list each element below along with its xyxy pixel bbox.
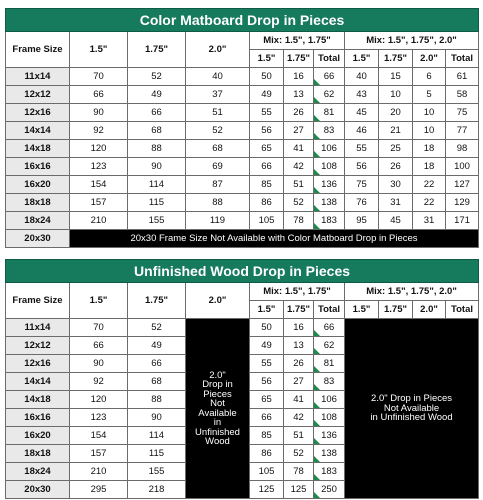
mix2-sub-1-5: 1.5" — [345, 301, 379, 319]
note-line: Drop in — [202, 379, 233, 390]
col-2-0-unavailable-note — [186, 319, 250, 499]
value-2-0: 68 — [186, 140, 250, 158]
mix2-2-0: 5 — [413, 86, 446, 104]
table-row — [6, 319, 479, 337]
mix2-1-5: 56 — [345, 158, 379, 176]
value-1-75: 52 — [128, 319, 186, 337]
mix2-1-5: 40 — [345, 68, 379, 86]
mix1-1-75: 27 — [284, 373, 314, 391]
mix1-1-5: 105 — [250, 463, 284, 481]
value-1-5: 120 — [70, 391, 128, 409]
col-header-1-5: 1.5" — [70, 283, 128, 319]
col-header-2-0: 2.0" — [186, 32, 250, 68]
mix1-1-5: 86 — [250, 445, 284, 463]
value-1-75: 88 — [128, 140, 186, 158]
value-1-5: 154 — [70, 427, 128, 445]
frame-size-cell: 18x24 — [6, 463, 70, 481]
mix2-1-5: 76 — [345, 194, 379, 212]
mix1-1-75: 52 — [284, 445, 314, 463]
value-1-5: 90 — [70, 104, 128, 122]
mix2-sub-1-75: 1.75" — [379, 50, 413, 68]
value-1-5: 157 — [70, 445, 128, 463]
frame-size-cell: 20x30 — [6, 481, 70, 499]
mix2-1-75: 20 — [379, 104, 413, 122]
mix2-unavailable-note — [345, 319, 479, 499]
frame-size-cell: 18x24 — [6, 212, 70, 230]
table-row — [6, 122, 479, 140]
mix2-1-75: 15 — [379, 68, 413, 86]
mix2-2-0: 31 — [413, 212, 446, 230]
mix1-1-75: 78 — [284, 463, 314, 481]
mix1-1-5: 86 — [250, 194, 284, 212]
mix1-1-5: 65 — [250, 140, 284, 158]
unfinished-wood-table — [5, 259, 479, 499]
note-line: 2.0" Drop in Pieces — [371, 393, 453, 405]
value-1-75: 218 — [128, 481, 186, 499]
mix1-total: 83 — [314, 122, 345, 140]
mix1-1-75: 42 — [284, 158, 314, 176]
frame-size-cell: 16x16 — [6, 409, 70, 427]
mix2-1-75: 31 — [379, 194, 413, 212]
frame-size-cell: 18x18 — [6, 194, 70, 212]
mix2-total: 127 — [446, 176, 479, 194]
mix1-1-75: 78 — [284, 212, 314, 230]
table-row — [6, 104, 479, 122]
mix1-header: Mix: 1.5", 1.75" — [250, 283, 345, 301]
value-1-5: 92 — [70, 373, 128, 391]
note-line: Wood — [205, 436, 230, 447]
mix1-1-75: 51 — [284, 176, 314, 194]
col-header-1-5: 1.5" — [70, 32, 128, 68]
unavailable-note: 20x30 Frame Size Not Available with Color Matboard Drop in Pieces — [70, 230, 479, 248]
mix2-1-75: 45 — [379, 212, 413, 230]
mix2-2-0: 10 — [413, 104, 446, 122]
value-1-5: 210 — [70, 463, 128, 481]
mix1-1-5: 49 — [250, 86, 284, 104]
table-row — [6, 158, 479, 176]
value-2-0: 119 — [186, 212, 250, 230]
value-2-0: 88 — [186, 194, 250, 212]
table-row — [6, 68, 479, 86]
value-1-5: 210 — [70, 212, 128, 230]
col-header-1-75: 1.75" — [128, 283, 186, 319]
table-row — [6, 86, 479, 104]
value-1-75: 66 — [128, 355, 186, 373]
table-title: Color Matboard Drop in Pieces — [6, 9, 479, 32]
note-line: Not Available — [383, 402, 440, 414]
color-matboard-table — [5, 8, 479, 248]
frame-size-cell: 16x20 — [6, 427, 70, 445]
mix1-total: 81 — [314, 104, 345, 122]
mix1-total: 138 — [314, 194, 345, 212]
mix1-1-75: 52 — [284, 194, 314, 212]
mix2-1-75: 25 — [379, 140, 413, 158]
frame-size-cell: 20x30 — [6, 230, 70, 248]
mix1-1-75: 27 — [284, 122, 314, 140]
value-1-75: 49 — [128, 86, 186, 104]
mix1-1-75: 41 — [284, 391, 314, 409]
value-1-5: 66 — [70, 337, 128, 355]
frame-size-cell: 14x18 — [6, 391, 70, 409]
mix2-total: 58 — [446, 86, 479, 104]
mix2-2-0: 22 — [413, 194, 446, 212]
value-1-5: 154 — [70, 176, 128, 194]
table-row — [6, 230, 479, 248]
value-1-75: 52 — [128, 68, 186, 86]
mix2-sub-2-0: 2.0" — [413, 50, 446, 68]
mix1-1-75: 51 — [284, 427, 314, 445]
frame-size-header: Frame Size — [6, 32, 70, 68]
mix1-total: 62 — [314, 337, 345, 355]
frame-size-cell: 11x14 — [6, 319, 70, 337]
mix2-1-75: 26 — [379, 158, 413, 176]
mix2-total: 77 — [446, 122, 479, 140]
mix2-total: 129 — [446, 194, 479, 212]
value-2-0: 37 — [186, 86, 250, 104]
col-header-2-0: 2.0" — [186, 283, 250, 319]
mix1-1-5: 105 — [250, 212, 284, 230]
mix2-sub-1-75: 1.75" — [379, 301, 413, 319]
col-header-1-75: 1.75" — [128, 32, 186, 68]
frame-size-cell: 16x20 — [6, 176, 70, 194]
mix1-total: 108 — [314, 409, 345, 427]
value-1-5: 123 — [70, 158, 128, 176]
value-1-5: 90 — [70, 355, 128, 373]
mix1-1-75: 26 — [284, 355, 314, 373]
mix1-total: 62 — [314, 86, 345, 104]
note-line: Unfinished — [195, 426, 240, 438]
mix2-total: 100 — [446, 158, 479, 176]
mix2-header: Mix: 1.5", 1.75", 2.0" — [345, 283, 479, 301]
value-1-5: 70 — [70, 68, 128, 86]
value-2-0: 51 — [186, 104, 250, 122]
mix2-total: 75 — [446, 104, 479, 122]
mix1-1-5: 56 — [250, 373, 284, 391]
mix2-total: 98 — [446, 140, 479, 158]
note-line: Not — [210, 398, 225, 409]
mix2-sub-total: Total — [446, 301, 479, 319]
value-1-75: 88 — [128, 391, 186, 409]
frame-size-cell: 16x16 — [6, 158, 70, 176]
mix1-total: 108 — [314, 158, 345, 176]
mix1-1-5: 50 — [250, 319, 284, 337]
mix2-1-5: 95 — [345, 212, 379, 230]
mix2-2-0: 22 — [413, 176, 446, 194]
value-1-75: 114 — [128, 427, 186, 445]
frame-size-cell: 11x14 — [6, 68, 70, 86]
mix1-1-75: 16 — [284, 319, 314, 337]
mix1-total: 66 — [314, 68, 345, 86]
mix1-total: 83 — [314, 373, 345, 391]
mix2-sub-total: Total — [446, 50, 479, 68]
mix1-1-5: 85 — [250, 427, 284, 445]
mix2-total: 171 — [446, 212, 479, 230]
value-1-75: 90 — [128, 409, 186, 427]
mix1-1-75: 13 — [284, 337, 314, 355]
mix1-1-5: 49 — [250, 337, 284, 355]
value-1-75: 155 — [128, 212, 186, 230]
mix1-total: 183 — [314, 463, 345, 481]
table-row — [6, 194, 479, 212]
mix1-total: 136 — [314, 176, 345, 194]
mix1-sub-total: Total — [314, 50, 345, 68]
note-line: in Unfinished Wood — [370, 412, 453, 424]
mix1-total: 106 — [314, 391, 345, 409]
mix1-1-75: 41 — [284, 140, 314, 158]
mix2-1-75: 10 — [379, 86, 413, 104]
mix2-sub-1-5: 1.5" — [345, 50, 379, 68]
mix2-2-0: 10 — [413, 122, 446, 140]
mix1-1-75: 125 — [284, 481, 314, 499]
mix2-2-0: 18 — [413, 140, 446, 158]
value-1-5: 70 — [70, 319, 128, 337]
mix1-1-75: 16 — [284, 68, 314, 86]
note-line: Available — [198, 407, 237, 419]
mix1-1-75: 26 — [284, 104, 314, 122]
frame-size-cell: 12x16 — [6, 104, 70, 122]
value-2-0: 69 — [186, 158, 250, 176]
frame-size-cell: 14x18 — [6, 140, 70, 158]
frame-size-cell: 14x14 — [6, 373, 70, 391]
value-1-75: 115 — [128, 194, 186, 212]
table-row — [6, 212, 479, 230]
mix1-1-5: 125 — [250, 481, 284, 499]
value-1-75: 66 — [128, 104, 186, 122]
value-1-75: 115 — [128, 445, 186, 463]
value-1-5: 92 — [70, 122, 128, 140]
mix1-sub-1-5: 1.5" — [250, 50, 284, 68]
frame-size-cell: 12x16 — [6, 355, 70, 373]
mix1-total: 250 — [314, 481, 345, 499]
value-1-5: 123 — [70, 409, 128, 427]
value-1-75: 68 — [128, 122, 186, 140]
frame-size-cell: 12x12 — [6, 86, 70, 104]
frame-size-cell: 18x18 — [6, 445, 70, 463]
mix1-1-5: 56 — [250, 122, 284, 140]
value-1-75: 114 — [128, 176, 186, 194]
value-1-5: 66 — [70, 86, 128, 104]
mix1-1-5: 65 — [250, 391, 284, 409]
mix2-1-75: 21 — [379, 122, 413, 140]
mix1-1-5: 66 — [250, 158, 284, 176]
value-1-5: 120 — [70, 140, 128, 158]
mix1-1-5: 55 — [250, 355, 284, 373]
mix2-1-5: 55 — [345, 140, 379, 158]
mix1-total: 138 — [314, 445, 345, 463]
mix1-header: Mix: 1.5", 1.75" — [250, 32, 345, 50]
frame-size-cell: 12x12 — [6, 337, 70, 355]
mix1-sub-total: Total — [314, 301, 345, 319]
value-1-5: 295 — [70, 481, 128, 499]
frame-size-cell: 14x14 — [6, 122, 70, 140]
mix2-1-5: 45 — [345, 104, 379, 122]
mix2-1-75: 30 — [379, 176, 413, 194]
value-1-5: 157 — [70, 194, 128, 212]
note-line: Pieces — [203, 388, 232, 400]
mix2-1-5: 43 — [345, 86, 379, 104]
mix1-1-75: 13 — [284, 86, 314, 104]
mix1-sub-1-75: 1.75" — [284, 301, 314, 319]
mix1-total: 66 — [314, 319, 345, 337]
table-row — [6, 140, 479, 158]
mix1-1-5: 66 — [250, 409, 284, 427]
value-1-75: 68 — [128, 373, 186, 391]
mix2-header: Mix: 1.5", 1.75", 2.0" — [345, 32, 479, 50]
value-2-0: 40 — [186, 68, 250, 86]
mix1-sub-1-75: 1.75" — [284, 50, 314, 68]
mix1-sub-1-5: 1.5" — [250, 301, 284, 319]
mix1-1-75: 42 — [284, 409, 314, 427]
mix2-sub-2-0: 2.0" — [413, 301, 446, 319]
mix1-total: 81 — [314, 355, 345, 373]
mix1-total: 106 — [314, 140, 345, 158]
value-1-75: 49 — [128, 337, 186, 355]
note-line: in — [213, 417, 222, 428]
mix1-total: 183 — [314, 212, 345, 230]
mix1-1-5: 85 — [250, 176, 284, 194]
mix2-1-5: 46 — [345, 122, 379, 140]
mix2-total: 61 — [446, 68, 479, 86]
mix2-2-0: 6 — [413, 68, 446, 86]
value-1-75: 90 — [128, 158, 186, 176]
mix2-1-5: 75 — [345, 176, 379, 194]
mix1-1-5: 55 — [250, 104, 284, 122]
note-line: 2.0" — [209, 369, 226, 381]
value-1-75: 155 — [128, 463, 186, 481]
mix1-1-5: 50 — [250, 68, 284, 86]
table-title: Unfinished Wood Drop in Pieces — [6, 260, 479, 283]
value-2-0: 52 — [186, 122, 250, 140]
mix2-2-0: 18 — [413, 158, 446, 176]
value-2-0: 87 — [186, 176, 250, 194]
mix1-total: 136 — [314, 427, 345, 445]
frame-size-header: Frame Size — [6, 283, 70, 319]
table-row — [6, 176, 479, 194]
